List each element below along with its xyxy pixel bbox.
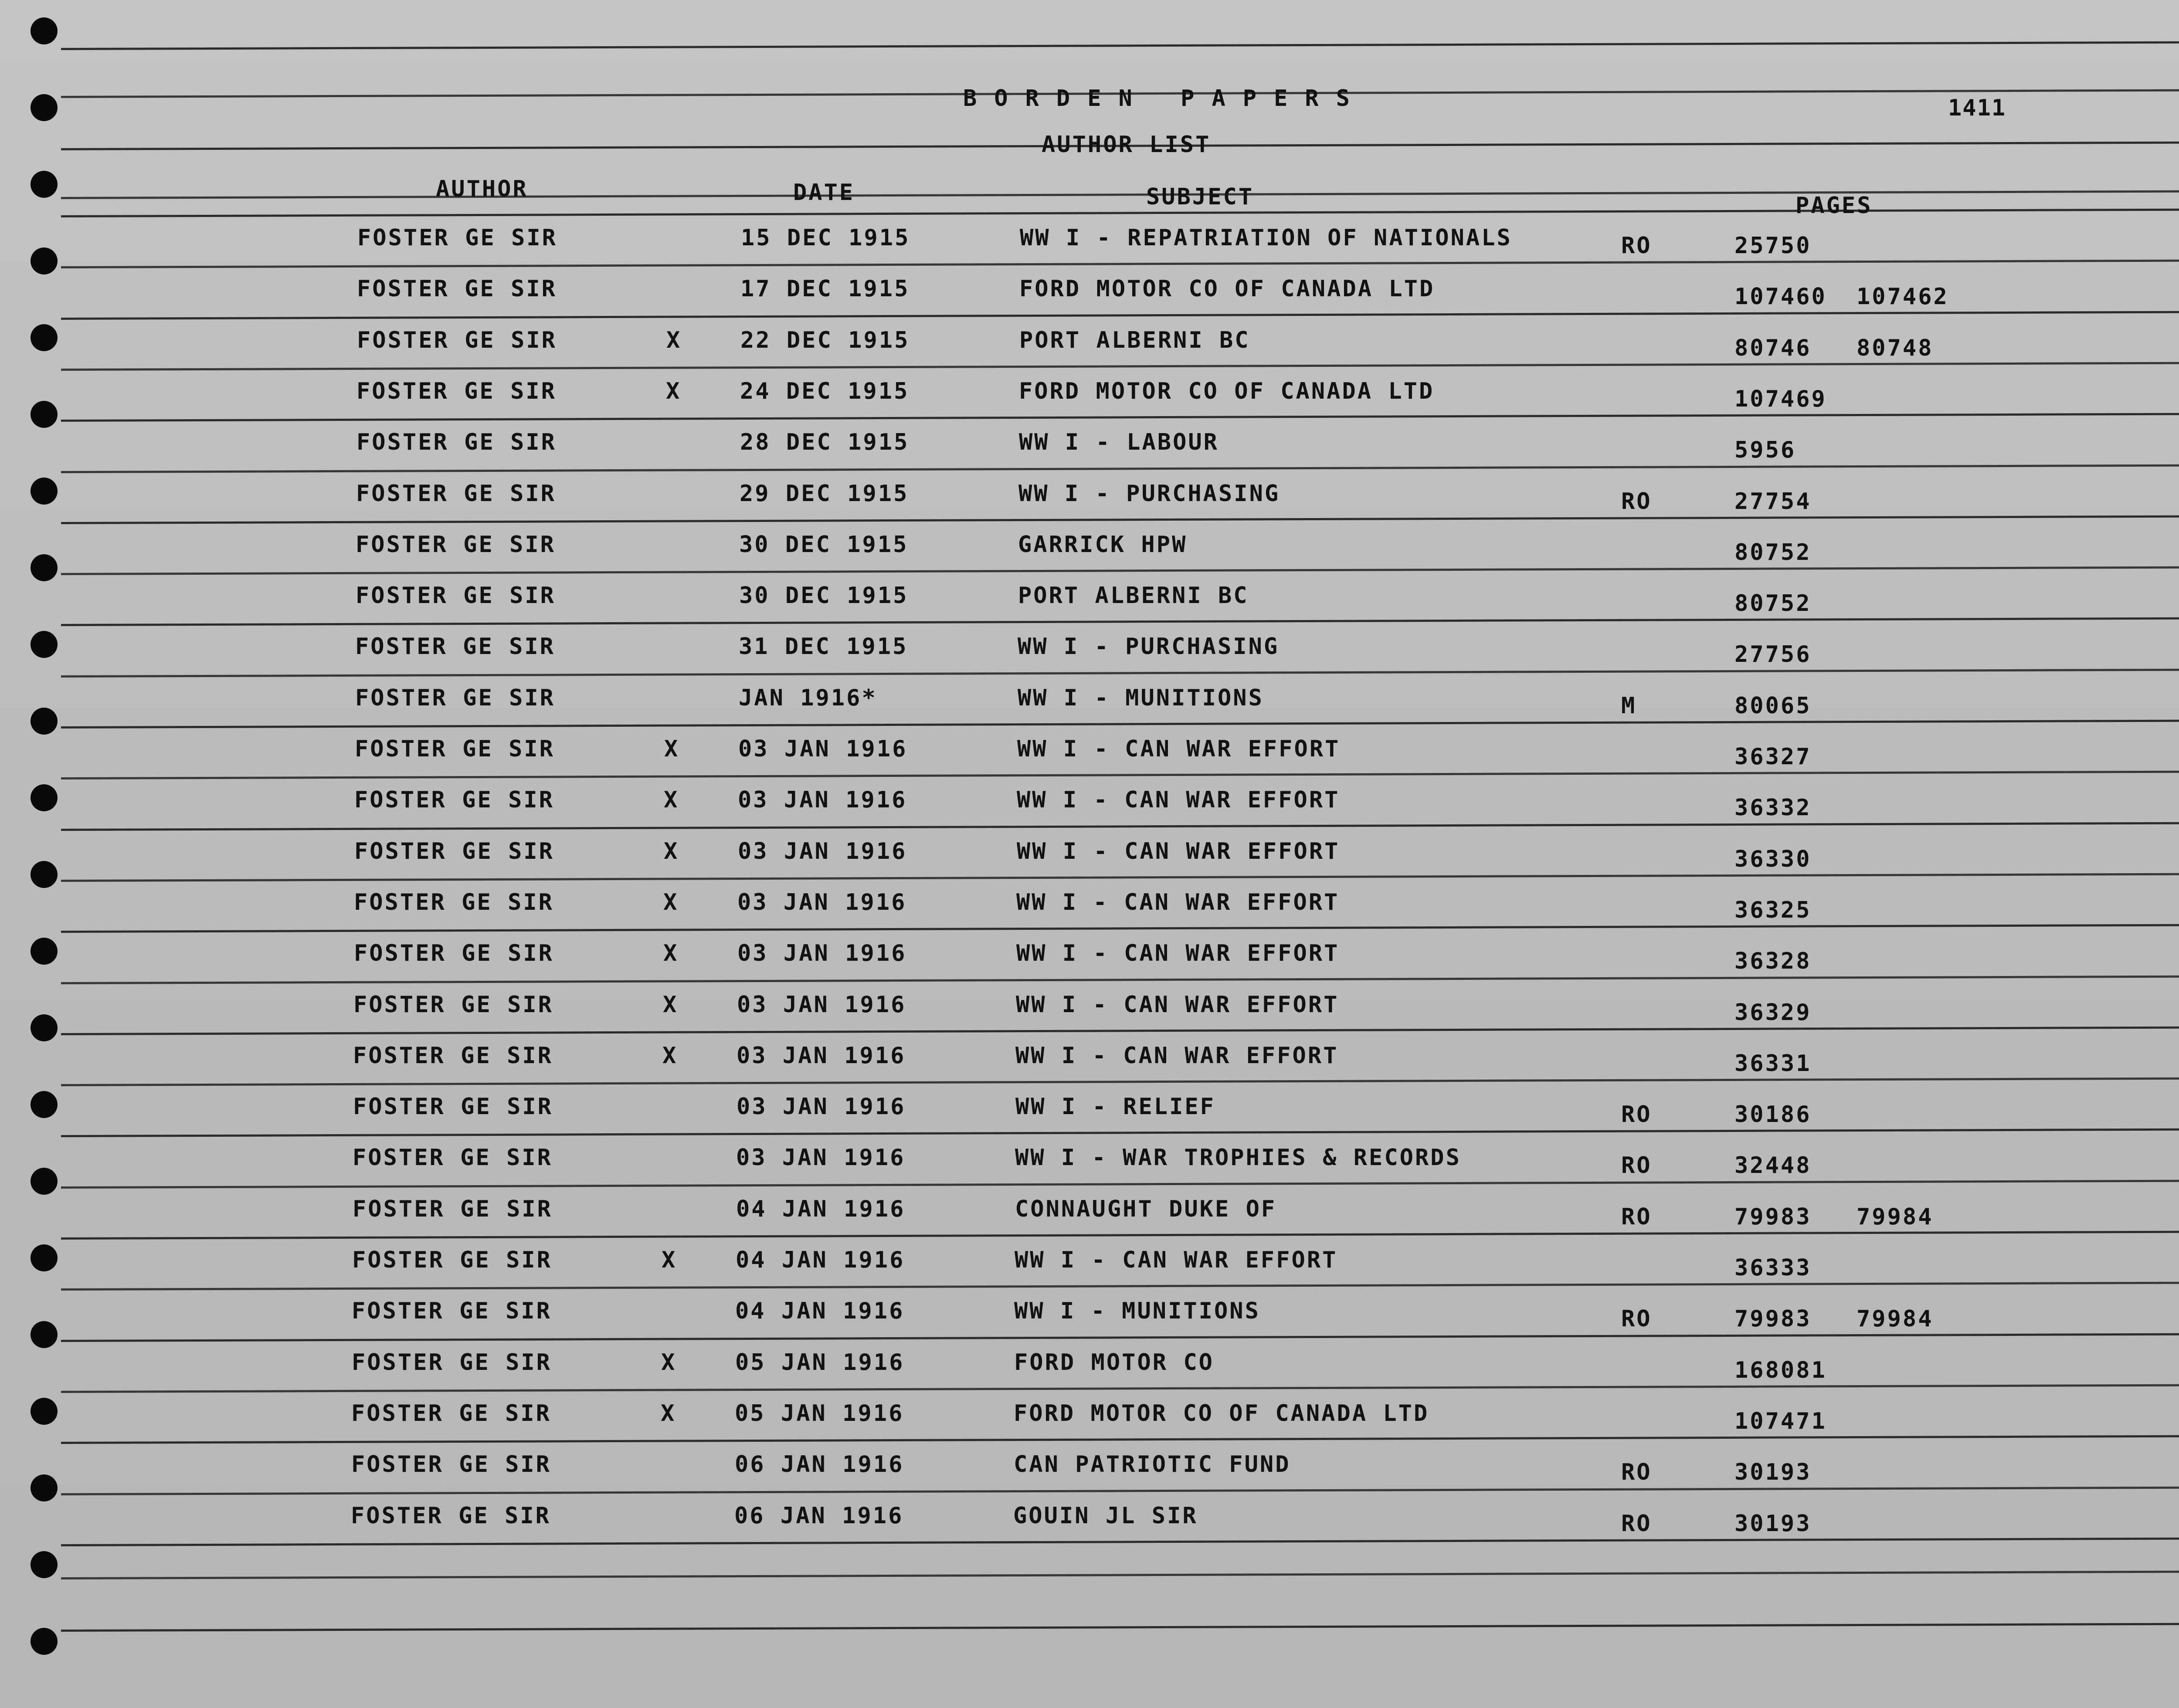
date-cell: 03 JAN 1916 [737,940,907,967]
date-cell: 24 DEC 1915 [740,378,910,404]
date-cell: 03 JAN 1916 [737,1094,906,1120]
marker-cell: X [663,889,679,915]
table-row [0,891,2179,935]
page-start-cell: 25750 [1734,233,1812,259]
subject-cell: WW I - WAR TROPHIES & RECORDS [1015,1145,1461,1171]
page-start-cell: 80752 [1734,539,1812,566]
page-start-cell: 30193 [1734,1459,1812,1486]
author-cell: FOSTER GE SIR [355,685,555,711]
page-number: 1411 [1948,95,2006,121]
page-start-cell: 80065 [1734,692,1812,719]
subject-cell: WW I - REPATRIATION OF NATIONALS [1020,225,1512,251]
page-end-cell: 79984 [1857,1203,1934,1230]
flag-cell: M [1621,692,1637,719]
subject-cell: WW I - MUNITIONS [1018,685,1264,711]
author-cell: FOSTER GE SIR [353,1042,553,1069]
page-start-cell: 107460 [1734,284,1827,310]
table-row [0,329,2179,373]
date-cell: 03 JAN 1916 [737,991,906,1018]
page-start-cell: 80746 [1734,335,1812,361]
date-cell: 06 JAN 1916 [734,1502,904,1529]
ruled-line [61,1570,2179,1579]
marker-cell: X [663,940,679,967]
flag-cell: RO [1621,1306,1652,1332]
subject-cell: WW I - CAN WAR EFFORT [1016,889,1340,915]
subject-cell: FORD MOTOR CO OF CANADA LTD [1019,378,1435,404]
date-cell: 28 DEC 1915 [740,429,910,456]
page-start-cell: 27754 [1734,488,1812,515]
table-row [0,1095,2179,1139]
author-cell: FOSTER GE SIR [352,1298,552,1325]
author-cell: FOSTER GE SIR [354,787,554,813]
table-row [0,1249,2179,1292]
marker-cell: X [662,1042,678,1069]
page-start-cell: 36328 [1734,948,1812,975]
marker-cell: X [664,838,679,864]
table-row [0,227,2179,270]
table-row [0,687,2179,730]
table-row [0,1198,2179,1241]
subject-cell: FORD MOTOR CO OF CANADA LTD [1014,1400,1429,1427]
table-row [0,380,2179,424]
page-start-cell: 36329 [1734,999,1812,1026]
page-start-cell: 27756 [1734,641,1812,668]
page-start-cell: 36333 [1734,1255,1812,1281]
subject-cell: WW I - CAN WAR EFFORT [1017,736,1341,762]
subject-cell: WW I - CAN WAR EFFORT [1017,838,1340,864]
page-start-cell: 79983 [1734,1203,1812,1230]
author-cell: FOSTER GE SIR [353,1094,553,1120]
page-end-cell: 79984 [1857,1306,1934,1332]
marker-cell: X [664,787,679,813]
author-cell: FOSTER GE SIR [353,1196,553,1222]
table-row [0,840,2179,884]
author-cell: FOSTER GE SIR [354,838,554,864]
page-start-cell: 30186 [1734,1101,1812,1128]
subject-cell: WW I - CAN WAR EFFORT [1017,787,1340,813]
subject-cell: GOUIN JL SIR [1013,1502,1198,1529]
author-cell: FOSTER GE SIR [356,531,556,558]
table-row [0,789,2179,832]
subject-cell: WW I - CAN WAR EFFORT [1015,1042,1339,1069]
flag-cell: RO [1621,1203,1652,1230]
column-header-date: DATE [793,180,855,206]
date-cell: 03 JAN 1916 [736,1145,906,1171]
date-cell: 04 JAN 1916 [736,1247,905,1273]
date-cell: 17 DEC 1915 [740,276,910,302]
flag-cell: RO [1621,488,1652,515]
page-start-cell: 36325 [1734,897,1812,923]
table-row [0,1453,2179,1497]
date-cell: 03 JAN 1916 [738,787,907,813]
subject-cell: WW I - CAN WAR EFFORT [1016,991,1339,1018]
subject-cell: WW I - MUNITIONS [1014,1298,1260,1325]
author-cell: FOSTER GE SIR [351,1451,551,1478]
flag-cell: RO [1621,1152,1652,1179]
marker-cell: X [661,1400,676,1427]
table-row [0,1351,2179,1395]
column-header-pages: PAGES [1795,193,1873,219]
page-start-cell: 80752 [1734,590,1812,617]
date-cell: 03 JAN 1916 [737,889,907,915]
page-start-cell: 32448 [1734,1152,1812,1179]
column-header-subject: SUBJECT [1146,184,1254,210]
subject-cell: CAN PATRIOTIC FUND [1014,1451,1291,1478]
page-start-cell: 36330 [1734,846,1812,872]
page-end-cell: 107462 [1857,284,1949,310]
page-start-cell: 5956 [1734,437,1796,464]
page-start-cell: 36327 [1734,744,1812,770]
author-cell: FOSTER GE SIR [354,940,554,967]
date-cell: 03 JAN 1916 [737,1042,906,1069]
subject-cell: FORD MOTOR CO OF CANADA LTD [1019,276,1435,302]
date-cell: 04 JAN 1916 [736,1196,906,1222]
tractor-hole [31,17,58,44]
subject-cell: FORD MOTOR CO [1014,1349,1214,1376]
subject-cell: WW I - PURCHASING [1018,634,1280,660]
flag-cell: RO [1621,233,1652,259]
table-row [0,738,2179,781]
table-row [0,993,2179,1037]
tractor-hole [31,1551,58,1578]
author-cell: FOSTER GE SIR [357,327,557,353]
document-title: BORDEN PAPERS [963,85,1367,112]
author-cell: FOSTER GE SIR [351,1400,551,1427]
author-cell: FOSTER GE SIR [355,634,555,660]
marker-cell: X [663,991,679,1018]
date-cell: 30 DEC 1915 [739,531,909,558]
author-cell: FOSTER GE SIR [356,429,557,456]
page-start-cell: 36332 [1734,795,1812,821]
author-cell: FOSTER GE SIR [355,736,555,762]
date-cell: 05 JAN 1916 [735,1400,904,1427]
subject-cell: WW I - CAN WAR EFFORT [1015,1247,1338,1273]
subject-cell: WW I - LABOUR [1019,429,1219,456]
ruled-line [61,41,2179,50]
date-cell: 03 JAN 1916 [738,736,908,762]
flag-cell: RO [1621,1459,1652,1486]
author-cell: FOSTER GE SIR [356,480,556,507]
subject-cell: WW I - PURCHASING [1018,480,1280,507]
subject-cell: PORT ALBERNI BC [1018,583,1249,609]
marker-cell: X [666,378,682,404]
table-row [0,482,2179,526]
author-cell: FOSTER GE SIR [353,991,553,1018]
date-cell: 29 DEC 1915 [740,480,909,507]
page-start-cell: 107471 [1734,1408,1827,1434]
marker-cell: X [664,736,680,762]
marker-cell: X [662,1247,677,1273]
table-row [0,1146,2179,1190]
date-cell: 06 JAN 1916 [735,1451,904,1478]
table-row [0,1044,2179,1088]
date-cell: 22 DEC 1915 [740,327,910,353]
date-cell: 03 JAN 1916 [738,838,907,864]
page-start-cell: 107469 [1734,386,1827,412]
marker-cell: X [661,1349,677,1376]
date-cell: 31 DEC 1915 [739,634,908,660]
marker-cell: X [666,327,682,353]
author-cell: FOSTER GE SIR [356,583,556,609]
subject-cell: CONNAUGHT DUKE OF [1015,1196,1277,1222]
table-row [0,1502,2179,1548]
author-cell: FOSTER GE SIR [352,1247,552,1273]
author-cell: FOSTER GE SIR [351,1502,551,1529]
table-row [0,584,2179,628]
date-cell: 15 DEC 1915 [741,225,910,251]
author-cell: FOSTER GE SIR [354,889,554,915]
author-cell: FOSTER GE SIR [353,1145,553,1171]
table-row [0,1402,2179,1446]
subject-cell: WW I - CAN WAR EFFORT [1016,940,1340,967]
author-cell: FOSTER GE SIR [357,276,557,302]
author-cell: FOSTER GE SIR [357,225,557,251]
date-cell: 04 JAN 1916 [735,1298,905,1325]
table-row [0,533,2179,577]
flag-cell: RO [1621,1510,1652,1537]
column-header-author: AUTHOR [436,176,528,202]
tractor-hole [31,94,58,121]
author-cell: FOSTER GE SIR [352,1349,552,1376]
subject-cell: PORT ALBERNI BC [1019,327,1250,353]
subject-cell: GARRICK HPW [1018,531,1188,558]
table-row [0,635,2179,679]
table-row [0,431,2179,474]
table-row [0,1300,2179,1343]
date-cell: 05 JAN 1916 [735,1349,905,1376]
date-cell: 30 DEC 1915 [739,583,909,609]
ruled-line [61,1623,2179,1632]
page-start-cell: 30193 [1734,1510,1812,1537]
date-cell: JAN 1916* [739,685,877,711]
flag-cell: RO [1621,1101,1652,1128]
tractor-hole [31,171,58,198]
tractor-hole [31,1628,58,1655]
table-row [0,278,2179,321]
list-subtitle: AUTHOR LIST [1042,132,1211,158]
page-end-cell: 80748 [1857,335,1934,361]
table-row [0,942,2179,986]
page-start-cell: 168081 [1734,1357,1827,1383]
page-start-cell: 79983 [1734,1306,1812,1332]
author-cell: FOSTER GE SIR [356,378,557,404]
page-start-cell: 36331 [1734,1050,1812,1077]
subject-cell: WW I - RELIEF [1015,1094,1215,1120]
